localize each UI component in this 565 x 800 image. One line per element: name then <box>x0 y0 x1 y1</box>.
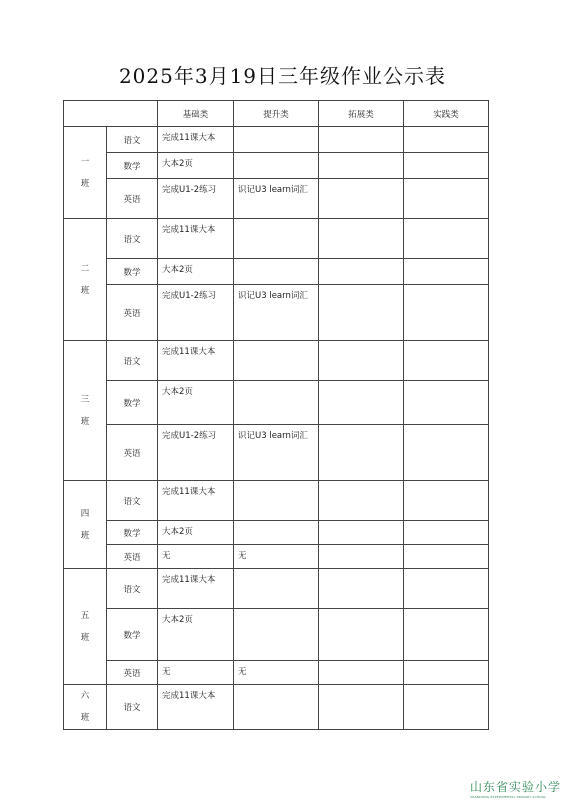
header-improve: 提升类 <box>234 101 319 127</box>
table-row <box>64 219 489 259</box>
extend-cell <box>319 661 404 685</box>
header-row <box>64 101 489 127</box>
basic-cell: 完成11课大本 <box>158 685 234 730</box>
extend-cell <box>319 481 404 521</box>
basic-cell: 无 <box>158 661 234 685</box>
table-row <box>64 179 489 219</box>
basic-cell: 完成11课大本 <box>158 569 234 609</box>
table-row <box>64 127 489 153</box>
extend-cell <box>319 259 404 285</box>
extend-cell <box>319 569 404 609</box>
subject-cell: 数学 <box>107 521 158 545</box>
header-practice: 实践类 <box>404 101 489 127</box>
practice-cell <box>404 685 489 730</box>
basic-cell: 完成11课大本 <box>158 127 234 153</box>
practice-cell <box>404 259 489 285</box>
subject-cell: 数学 <box>107 381 158 425</box>
practice-cell <box>404 425 489 481</box>
basic-cell: 大本2页 <box>158 381 234 425</box>
practice-cell <box>404 481 489 521</box>
table-row <box>64 661 489 685</box>
basic-cell: 大本2页 <box>158 153 234 179</box>
table-row <box>64 425 489 481</box>
improve-cell: 识记U3 learn词汇 <box>234 179 319 219</box>
basic-cell: 大本2页 <box>158 521 234 545</box>
table-row <box>64 521 489 545</box>
school-logo <box>470 778 562 799</box>
extend-cell <box>319 285 404 341</box>
class-name-cell: 六 班 <box>64 685 107 730</box>
extend-cell <box>319 381 404 425</box>
subject-cell: 英语 <box>107 285 158 341</box>
subject-cell: 语文 <box>107 569 158 609</box>
extend-cell <box>319 545 404 569</box>
improve-cell <box>234 569 319 609</box>
subject-cell: 英语 <box>107 545 158 569</box>
class-name-cell: 五 班 <box>64 569 107 685</box>
improve-cell <box>234 127 319 153</box>
subject-cell: 语文 <box>107 219 158 259</box>
practice-cell <box>404 127 489 153</box>
header-extend: 拓展类 <box>319 101 404 127</box>
practice-cell <box>404 341 489 381</box>
extend-cell <box>319 521 404 545</box>
subject-cell: 数学 <box>107 259 158 285</box>
improve-cell <box>234 685 319 730</box>
improve-cell <box>234 219 319 259</box>
class-name-cell: 二 班 <box>64 219 107 341</box>
header-blank <box>64 101 158 127</box>
subject-cell: 语文 <box>107 341 158 381</box>
basic-cell: 完成11课大本 <box>158 481 234 521</box>
practice-cell <box>404 285 489 341</box>
improve-cell <box>234 381 319 425</box>
basic-cell: 完成U1-2练习 <box>158 425 234 481</box>
school-logo-english: SHANDONG EXPERIMENTAL PRIMARY SCHOOL <box>470 795 547 799</box>
extend-cell <box>319 685 404 730</box>
extend-cell <box>319 341 404 381</box>
extend-cell <box>319 219 404 259</box>
improve-cell <box>234 259 319 285</box>
practice-cell <box>404 219 489 259</box>
improve-cell: 识记U3 learn词汇 <box>234 285 319 341</box>
class-name-cell: 一 班 <box>64 127 107 219</box>
table-row <box>64 609 489 661</box>
practice-cell <box>404 153 489 179</box>
table-row <box>64 153 489 179</box>
table-row <box>64 545 489 569</box>
extend-cell <box>319 609 404 661</box>
improve-cell <box>234 609 319 661</box>
school-logo-name: 山东省实验小学 <box>470 780 562 794</box>
improve-cell: 无 <box>234 545 319 569</box>
improve-cell <box>234 481 319 521</box>
practice-cell <box>404 179 489 219</box>
practice-cell <box>404 609 489 661</box>
page-title: 2025年3月19日三年级作业公示表 <box>118 64 447 88</box>
basic-cell: 完成11课大本 <box>158 341 234 381</box>
practice-cell <box>404 661 489 685</box>
extend-cell <box>319 127 404 153</box>
improve-cell <box>234 521 319 545</box>
subject-cell: 英语 <box>107 179 158 219</box>
extend-cell <box>319 425 404 481</box>
subject-cell: 语文 <box>107 685 158 730</box>
practice-cell <box>404 569 489 609</box>
basic-cell: 大本2页 <box>158 609 234 661</box>
subject-cell: 语文 <box>107 481 158 521</box>
practice-cell <box>404 381 489 425</box>
extend-cell <box>319 179 404 219</box>
improve-cell <box>234 153 319 179</box>
subject-cell: 英语 <box>107 661 158 685</box>
table-row <box>64 259 489 285</box>
table-row <box>64 285 489 341</box>
basic-cell: 大本2页 <box>158 259 234 285</box>
basic-cell: 无 <box>158 545 234 569</box>
table-row <box>64 481 489 521</box>
improve-cell: 识记U3 learn词汇 <box>234 425 319 481</box>
basic-cell: 完成U1-2练习 <box>158 285 234 341</box>
basic-cell: 完成11课大本 <box>158 219 234 259</box>
practice-cell <box>404 521 489 545</box>
improve-cell: 无 <box>234 661 319 685</box>
homework-table <box>63 100 489 730</box>
improve-cell <box>234 341 319 381</box>
subject-cell: 数学 <box>107 153 158 179</box>
practice-cell <box>404 545 489 569</box>
table-row <box>64 569 489 609</box>
class-name-cell: 四 班 <box>64 481 107 569</box>
table-row <box>64 381 489 425</box>
class-name-cell: 三 班 <box>64 341 107 481</box>
subject-cell: 语文 <box>107 127 158 153</box>
table-row <box>64 341 489 381</box>
header-basic: 基础类 <box>158 101 234 127</box>
subject-cell: 英语 <box>107 425 158 481</box>
basic-cell: 完成U1-2练习 <box>158 179 234 219</box>
subject-cell: 数学 <box>107 609 158 661</box>
extend-cell <box>319 153 404 179</box>
table-row <box>64 685 489 730</box>
